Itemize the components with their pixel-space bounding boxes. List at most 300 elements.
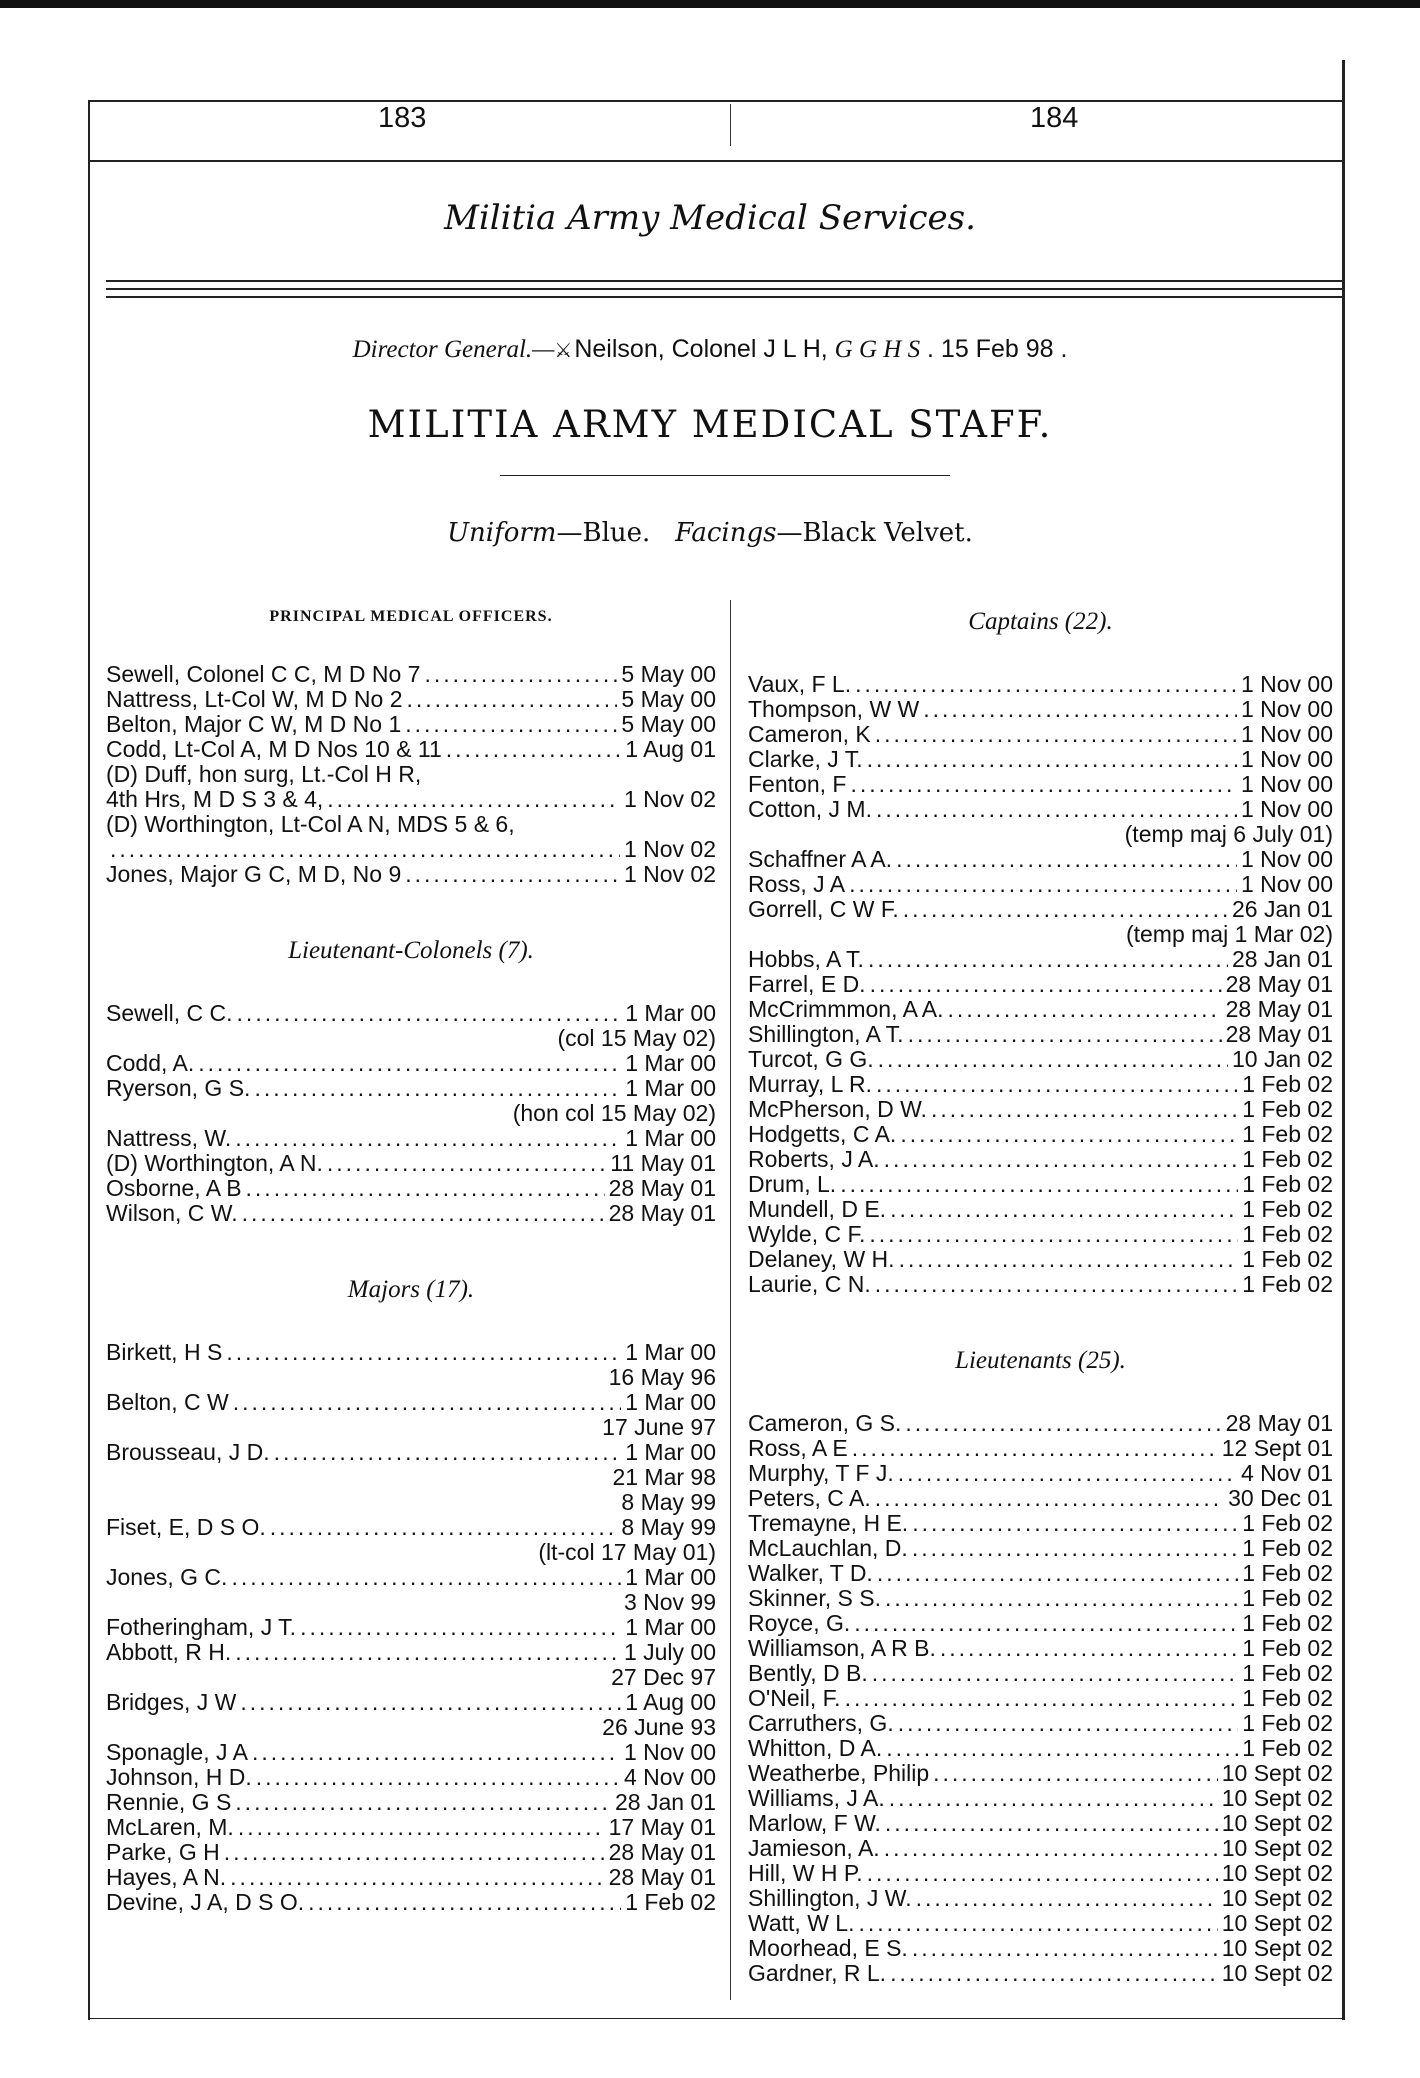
list-item bbox=[748, 997, 1333, 1022]
leader-dots bbox=[859, 1911, 1218, 1936]
entry-note: 16 May 96 bbox=[608, 1364, 716, 1390]
leader-dots bbox=[237, 1001, 622, 1026]
entry-name: Murphy, T F J. bbox=[748, 1460, 894, 1486]
list-item bbox=[748, 1711, 1333, 1736]
leader-dots bbox=[845, 1686, 1239, 1711]
entry-date: 1 Mar 00 bbox=[625, 1389, 716, 1415]
list-item bbox=[106, 1340, 716, 1365]
leader-dots bbox=[231, 1565, 621, 1590]
entry-name: Abbott, R H. bbox=[106, 1639, 232, 1665]
list-item bbox=[106, 1201, 716, 1226]
leader-dots bbox=[905, 1411, 1221, 1436]
entry-date: 1 Mar 00 bbox=[625, 1564, 716, 1590]
leader-dots bbox=[854, 1611, 1238, 1636]
entry-date: 1 Nov 00 bbox=[623, 1739, 716, 1765]
entry-name: Clarke, J T. bbox=[748, 746, 863, 772]
list-item bbox=[106, 662, 716, 687]
list-item bbox=[748, 1411, 1333, 1436]
leader-dots bbox=[870, 972, 1222, 997]
entry-date: 10 Sept 02 bbox=[1221, 1785, 1333, 1811]
leader-dots bbox=[235, 1126, 621, 1151]
leader-dots bbox=[912, 1511, 1238, 1536]
entry-date: 28 May 01 bbox=[1225, 1410, 1333, 1436]
leader-dots bbox=[875, 1486, 1224, 1511]
director-prefix: Director General.— bbox=[352, 336, 555, 363]
leader-dots bbox=[852, 1436, 1218, 1461]
leader-dots bbox=[884, 1836, 1218, 1861]
entry-date: 17 May 01 bbox=[608, 1814, 716, 1840]
header-divider bbox=[730, 104, 731, 146]
list-item bbox=[106, 1640, 716, 1665]
entry-date: 1 Feb 02 bbox=[1242, 1096, 1333, 1122]
list-item bbox=[748, 1561, 1333, 1586]
entry-date: 1 Feb 02 bbox=[1242, 1660, 1333, 1686]
list-item bbox=[106, 1051, 716, 1076]
entry-note: (lt-col 17 May 01) bbox=[538, 1539, 716, 1565]
list-item bbox=[748, 1861, 1333, 1886]
entry-date: 8 May 99 bbox=[621, 1514, 716, 1540]
list-item bbox=[106, 762, 716, 787]
leader-dots bbox=[274, 1440, 622, 1465]
list-item bbox=[748, 672, 1333, 697]
list-item bbox=[106, 1690, 716, 1715]
leader-dots bbox=[908, 1022, 1222, 1047]
entry-date: 5 May 00 bbox=[621, 686, 716, 712]
list-item bbox=[748, 947, 1333, 972]
list-item bbox=[748, 1222, 1333, 1247]
leader-dots bbox=[885, 1586, 1238, 1611]
entry-note: 3 Nov 99 bbox=[623, 1589, 716, 1615]
entry-name: O'Neil, F. bbox=[748, 1685, 841, 1711]
leader-dots bbox=[868, 947, 1228, 972]
lieutenants-list bbox=[748, 1411, 1333, 1986]
entry-date: 1 Feb 02 bbox=[1242, 1610, 1333, 1636]
leader-dots bbox=[877, 1561, 1238, 1586]
leader-dots bbox=[899, 1247, 1239, 1272]
entry-date: 1 Feb 02 bbox=[1242, 1585, 1333, 1611]
list-item bbox=[748, 1961, 1333, 1986]
list-item bbox=[748, 897, 1333, 922]
entry-note: 21 Mar 98 bbox=[612, 1464, 716, 1490]
entry-date: 26 Jan 01 bbox=[1231, 896, 1333, 922]
list-item bbox=[748, 1197, 1333, 1222]
entry-date: 10 Jan 02 bbox=[1231, 1046, 1333, 1072]
leader-dots bbox=[896, 847, 1237, 872]
entry-date: 1 Feb 02 bbox=[1242, 1171, 1333, 1197]
list-item bbox=[748, 1636, 1333, 1661]
entry-name: Wilson, C W. bbox=[106, 1200, 238, 1226]
entry-name: Skinner, S S. bbox=[748, 1585, 881, 1611]
entry-name: Ross, A E bbox=[748, 1435, 848, 1461]
entry-name: Roberts, J A. bbox=[748, 1146, 880, 1172]
entry-date: 1 Nov 00 bbox=[1240, 721, 1333, 747]
entry-name: Ross, J A bbox=[748, 871, 846, 897]
leader-dots bbox=[226, 1340, 621, 1365]
leader-dots bbox=[886, 1736, 1238, 1761]
entry-name: Walker, T D. bbox=[748, 1560, 873, 1586]
entry-name: Jones, Major G C, M D, No 9 bbox=[106, 861, 402, 887]
staff-title: MILITIA ARMY MEDICAL STAFF. bbox=[367, 403, 1053, 446]
entry-date: 28 May 01 bbox=[608, 1839, 716, 1865]
list-item bbox=[748, 772, 1333, 797]
leader-dots bbox=[890, 1197, 1238, 1222]
entry-name: Watt, W L. bbox=[748, 1910, 855, 1936]
entry-date: 1 Nov 00 bbox=[1240, 746, 1333, 772]
entry-note: (temp maj 1 Mar 02) bbox=[1125, 921, 1333, 947]
list-item bbox=[748, 747, 1333, 772]
entry-date: 1 Aug 00 bbox=[625, 1689, 716, 1715]
entry-date: 1 Mar 00 bbox=[625, 1614, 716, 1640]
list-item bbox=[748, 1511, 1333, 1536]
entry-name: Turcot, G G. bbox=[748, 1046, 874, 1072]
entry-date: 4 Nov 00 bbox=[623, 1764, 716, 1790]
entry-date: 30 Dec 01 bbox=[1228, 1485, 1333, 1511]
entry-date: 1 Feb 02 bbox=[1242, 1735, 1333, 1761]
leader-dots bbox=[405, 712, 617, 737]
director-name: Neilson, Colonel J L H, bbox=[574, 335, 828, 363]
entry-date: 1 Nov 02 bbox=[623, 861, 716, 887]
list-item bbox=[106, 837, 716, 862]
list-item bbox=[748, 1272, 1333, 1297]
entry-name: Moorhead, E S. bbox=[748, 1935, 908, 1961]
list-item bbox=[748, 1911, 1333, 1936]
entry-name: Cameron, K bbox=[748, 721, 871, 747]
list-item bbox=[748, 1786, 1333, 1811]
leader-dots bbox=[869, 1222, 1238, 1247]
leader-dots bbox=[900, 1122, 1238, 1147]
entry-name: Farrel, E D. bbox=[748, 971, 866, 997]
list-item bbox=[106, 1790, 716, 1815]
entry-name: Cameron, G S. bbox=[748, 1410, 902, 1436]
leader-dots bbox=[308, 1890, 621, 1915]
entry-date: 28 Jan 01 bbox=[1231, 946, 1333, 972]
list-item bbox=[748, 1486, 1333, 1511]
leader-dots bbox=[876, 797, 1237, 822]
list-item bbox=[106, 812, 716, 837]
bottom-rule bbox=[88, 2018, 1345, 2019]
list-item bbox=[748, 1936, 1333, 1961]
director-post: G G H S bbox=[834, 336, 921, 363]
entry-name: Laurie, C N. bbox=[748, 1271, 871, 1297]
entry-name: Ryerson, G S. bbox=[106, 1075, 251, 1101]
entry-name: Bently, D B. bbox=[748, 1660, 868, 1686]
entry-name: Johnson, H D. bbox=[106, 1764, 252, 1790]
entry-date: 1 Feb 02 bbox=[1242, 1271, 1333, 1297]
list-item bbox=[748, 1172, 1333, 1197]
entry-date: 10 Sept 02 bbox=[1221, 1760, 1333, 1786]
entry-date: 10 Sept 02 bbox=[1221, 1935, 1333, 1961]
entry-date: 1 Feb 02 bbox=[1242, 1535, 1333, 1561]
entry-date: 1 July 00 bbox=[623, 1639, 716, 1665]
entry-name: Hobbs, A T. bbox=[748, 946, 864, 972]
entry-date: 1 Mar 00 bbox=[625, 1439, 716, 1465]
leader-dots bbox=[931, 1097, 1238, 1122]
entry-date: 1 Nov 00 bbox=[1240, 871, 1333, 897]
entry-name: Osborne, A B bbox=[106, 1175, 242, 1201]
list-item bbox=[106, 787, 716, 812]
entry-name: Sponagle, J A bbox=[106, 1739, 248, 1765]
list-item bbox=[748, 1247, 1333, 1272]
list-item bbox=[748, 1147, 1333, 1172]
entry-name: Belton, C W bbox=[106, 1389, 229, 1415]
leader-dots bbox=[933, 1761, 1218, 1786]
entry-date: 1 Feb 02 bbox=[1242, 1146, 1333, 1172]
leader-dots bbox=[270, 1515, 618, 1540]
entry-name: Carruthers, G. bbox=[748, 1710, 894, 1736]
list-item bbox=[748, 1097, 1333, 1122]
list-item bbox=[106, 862, 716, 887]
list-item bbox=[106, 1151, 716, 1176]
entry-date: 1 Feb 02 bbox=[1242, 1685, 1333, 1711]
leader-dots bbox=[240, 1690, 621, 1715]
entry-date: 1 Aug 01 bbox=[625, 736, 716, 762]
leader-dots bbox=[252, 1740, 620, 1765]
captains-title: Captains (22). bbox=[968, 608, 1113, 635]
entry-date: 1 Feb 02 bbox=[625, 1889, 716, 1915]
entry-name: Jamieson, A. bbox=[748, 1835, 880, 1861]
entry-date: 1 Feb 02 bbox=[1242, 1246, 1333, 1272]
entry-name: Nattress, Lt-Col W, M D No 2 bbox=[106, 686, 403, 712]
majors-title: Majors (17). bbox=[347, 1276, 475, 1303]
entry-date: 1 Nov 00 bbox=[1240, 696, 1333, 722]
leader-dots bbox=[855, 672, 1237, 697]
entry-note: 8 May 99 bbox=[621, 1489, 716, 1515]
entry-date: 11 May 01 bbox=[610, 1150, 716, 1176]
list-item bbox=[106, 1001, 716, 1026]
list-item bbox=[748, 1661, 1333, 1686]
entry-note: (hon col 15 May 02) bbox=[512, 1100, 716, 1126]
entry-name: Fotheringham, J T. bbox=[106, 1614, 297, 1640]
uniform-label: Uniform bbox=[447, 518, 557, 548]
leader-dots bbox=[327, 1151, 606, 1176]
list-item bbox=[106, 1390, 716, 1415]
leader-dots bbox=[875, 1272, 1238, 1297]
entry-date: 10 Sept 02 bbox=[1221, 1960, 1333, 1986]
ltcol-title: Lieutenant-Colonels (7). bbox=[288, 937, 534, 964]
leader-dots bbox=[840, 1172, 1238, 1197]
entry-name: Williams, J A. bbox=[748, 1785, 885, 1811]
entry-name: Gorrell, C W F. bbox=[748, 896, 899, 922]
leader-dots bbox=[110, 837, 620, 862]
leader-dots bbox=[885, 1811, 1218, 1836]
leader-dots bbox=[233, 1390, 622, 1415]
list-item bbox=[748, 697, 1333, 722]
entry-name: (D) Worthington, Lt-Col A N, MDS 5 & 6, bbox=[106, 811, 515, 837]
leader-dots bbox=[889, 1786, 1218, 1811]
entry-name: Sewell, C C. bbox=[106, 1000, 233, 1026]
entry-date: 1 Nov 00 bbox=[1240, 846, 1333, 872]
entry-date: 5 May 00 bbox=[621, 711, 716, 737]
leader-dots bbox=[230, 1865, 604, 1890]
entry-note: (temp maj 6 July 01) bbox=[1124, 821, 1333, 847]
list-item bbox=[106, 1440, 716, 1465]
leader-dots bbox=[923, 697, 1237, 722]
entry-name: Shillington, J W. bbox=[748, 1885, 912, 1911]
entry-name: Hodgetts, C A. bbox=[748, 1121, 897, 1147]
entry-date: 1 Nov 00 bbox=[1240, 671, 1333, 697]
title-rule-3 bbox=[106, 296, 1342, 298]
uniform-value: —Blue. bbox=[556, 518, 651, 548]
entry-name: 4th Hrs, M D S 3 & 4, bbox=[106, 786, 324, 812]
entry-date: 28 May 01 bbox=[1225, 971, 1333, 997]
captains-list bbox=[748, 672, 1333, 1297]
entry-note: (col 15 May 02) bbox=[557, 1025, 716, 1051]
list-item bbox=[748, 1761, 1333, 1786]
leader-dots bbox=[916, 1886, 1218, 1911]
list-item bbox=[748, 1047, 1333, 1072]
leader-dots bbox=[940, 1636, 1238, 1661]
leader-dots bbox=[867, 747, 1237, 772]
list-item bbox=[748, 1811, 1333, 1836]
frame-left-border bbox=[88, 100, 90, 2020]
list-item bbox=[748, 1586, 1333, 1611]
entry-name: Hayes, A N. bbox=[106, 1864, 227, 1890]
list-item bbox=[106, 1765, 716, 1790]
entry-date: 1 Mar 00 bbox=[625, 1075, 716, 1101]
list-item bbox=[748, 1686, 1333, 1711]
facings-label: Facings bbox=[675, 518, 777, 548]
leader-dots bbox=[254, 1076, 621, 1101]
list-item bbox=[106, 687, 716, 712]
entry-name: Devine, J A, D S O. bbox=[106, 1889, 305, 1915]
entry-name: Tremayne, H E. bbox=[748, 1510, 909, 1536]
entry-name: Schaffner A A. bbox=[748, 846, 893, 872]
list-item bbox=[106, 1865, 716, 1890]
leader-dots bbox=[876, 1072, 1238, 1097]
entry-name: Fiset, E, D S O. bbox=[106, 1514, 266, 1540]
list-item bbox=[106, 1565, 716, 1590]
entry-name: Hill, W H P. bbox=[748, 1860, 863, 1886]
uniform-line bbox=[0, 518, 1420, 548]
header-top-rule bbox=[90, 100, 1342, 102]
leader-dots bbox=[235, 1640, 620, 1665]
entry-date: 4 Nov 01 bbox=[1240, 1460, 1333, 1486]
entry-date: 10 Sept 02 bbox=[1221, 1885, 1333, 1911]
leader-dots bbox=[884, 1147, 1239, 1172]
entry-note: 17 June 97 bbox=[602, 1414, 716, 1440]
right-column bbox=[748, 608, 1333, 1986]
entry-date: 28 Jan 01 bbox=[614, 1789, 716, 1815]
entry-name: Murray, L R. bbox=[748, 1071, 872, 1097]
entry-note: 27 Dec 97 bbox=[611, 1664, 716, 1690]
list-item bbox=[748, 972, 1333, 997]
leader-dots bbox=[850, 772, 1237, 797]
leader-dots bbox=[867, 1861, 1218, 1886]
entry-date: 1 Nov 02 bbox=[623, 836, 716, 862]
entry-name: Jones, G C. bbox=[106, 1564, 228, 1590]
entry-name: Fenton, F bbox=[748, 771, 847, 797]
entry-name: Brousseau, J D. bbox=[106, 1439, 270, 1465]
left-page-number: 183 bbox=[378, 102, 427, 134]
list-item bbox=[106, 712, 716, 737]
staff-title-rule bbox=[500, 475, 950, 476]
lieutenants-title: Lieutenants (25). bbox=[955, 1347, 1126, 1374]
list-item bbox=[106, 1126, 716, 1151]
leader-dots bbox=[912, 1536, 1238, 1561]
list-item bbox=[106, 1740, 716, 1765]
entry-name: Royce, G. bbox=[748, 1610, 851, 1636]
list-item bbox=[106, 1840, 716, 1865]
director-general-line: Director General.—⚔Neilson, Colonel J L H, G G H S . 15 Feb 98 . bbox=[352, 335, 1068, 363]
entry-date: 28 May 01 bbox=[1225, 996, 1333, 1022]
list-item bbox=[748, 872, 1333, 897]
entry-date: 10 Sept 02 bbox=[1221, 1835, 1333, 1861]
entry-name: Wylde, C F. bbox=[748, 1221, 866, 1247]
list-item bbox=[106, 1890, 716, 1915]
list-item bbox=[748, 1736, 1333, 1761]
entry-name: Marlow, F W. bbox=[748, 1810, 881, 1836]
list-item bbox=[748, 1436, 1333, 1461]
entry-name: Thompson, W W bbox=[748, 696, 920, 722]
leader-dots bbox=[849, 872, 1237, 897]
entry-date: 1 Mar 00 bbox=[625, 1125, 716, 1151]
entry-name: Codd, Lt-Col A, M D Nos 10 & 11 bbox=[106, 736, 442, 762]
list-item bbox=[748, 1461, 1333, 1486]
entry-date: 1 Nov 02 bbox=[623, 786, 716, 812]
leader-dots bbox=[903, 897, 1228, 922]
list-item bbox=[106, 737, 716, 762]
entry-date: 1 Feb 02 bbox=[1242, 1635, 1333, 1661]
entry-name: (D) Duff, hon surg, Lt.-Col H R, bbox=[106, 761, 422, 787]
header-bottom-rule bbox=[90, 160, 1342, 162]
list-item bbox=[748, 1536, 1333, 1561]
entry-date: 1 Mar 00 bbox=[625, 1339, 716, 1365]
entry-date: 1 Mar 00 bbox=[625, 1050, 716, 1076]
list-item bbox=[106, 1515, 716, 1540]
list-item bbox=[748, 797, 1333, 822]
entry-name: Belton, Major C W, M D No 1 bbox=[106, 711, 402, 737]
leader-dots bbox=[878, 1047, 1228, 1072]
entry-date: 1 Feb 02 bbox=[1242, 1121, 1333, 1147]
entry-date: 10 Sept 02 bbox=[1221, 1860, 1333, 1886]
leader-dots bbox=[238, 1815, 605, 1840]
entry-name: Codd, A. bbox=[106, 1050, 195, 1076]
entry-date: 1 Feb 02 bbox=[1242, 1710, 1333, 1736]
entry-name: Nattress, W. bbox=[106, 1125, 232, 1151]
entry-name: Peters, C A. bbox=[748, 1485, 871, 1511]
entry-name: Whitton, D A. bbox=[748, 1735, 883, 1761]
column-divider bbox=[730, 600, 731, 2000]
leader-dots bbox=[246, 1176, 605, 1201]
left-column bbox=[106, 608, 716, 1915]
entry-name: Cotton, J M. bbox=[748, 796, 872, 822]
leader-dots bbox=[407, 687, 618, 712]
title-rule-2 bbox=[106, 288, 1342, 290]
majors-list bbox=[106, 1340, 716, 1915]
entry-name: Sewell, Colonel C C, M D No 7 bbox=[106, 661, 421, 687]
entry-date: 12 Sept 01 bbox=[1221, 1435, 1333, 1461]
entry-name: McLaren, M. bbox=[106, 1814, 234, 1840]
entry-date: 1 Mar 00 bbox=[625, 1000, 716, 1026]
entry-name: McLauchlan, D. bbox=[748, 1535, 908, 1561]
entry-name: Mundell, D E. bbox=[748, 1196, 887, 1222]
right-page-number: 184 bbox=[1030, 102, 1079, 134]
list-item bbox=[106, 1076, 716, 1101]
leader-dots bbox=[256, 1765, 620, 1790]
list-item bbox=[748, 1886, 1333, 1911]
entry-date: 1 Nov 00 bbox=[1240, 796, 1333, 822]
leader-dots bbox=[235, 1790, 611, 1815]
swords-icon: ⚔ bbox=[554, 340, 573, 362]
leader-dots bbox=[198, 1051, 621, 1076]
leader-dots bbox=[405, 862, 620, 887]
title-rule-1 bbox=[106, 280, 1342, 282]
list-item bbox=[748, 847, 1333, 872]
leader-dots bbox=[327, 787, 620, 812]
leader-dots bbox=[872, 1661, 1238, 1686]
director-date: 15 Feb 98 bbox=[940, 335, 1054, 363]
entry-date: 28 May 01 bbox=[608, 1175, 716, 1201]
